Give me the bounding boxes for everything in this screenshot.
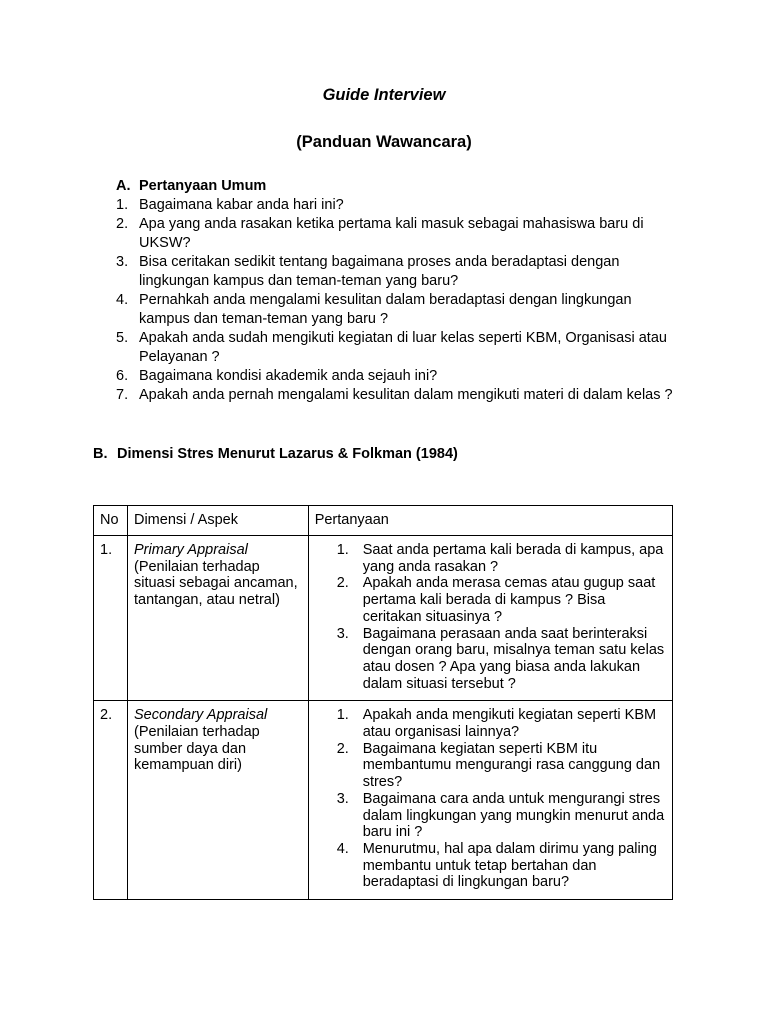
question-number: 1. (116, 197, 129, 213)
question-text: Apakah anda sudah mengikuti kegiatan di luar kelas seperti KBM, Organisasi atau Pelayanan ? (139, 330, 667, 365)
list-item (337, 626, 666, 693)
column-header-questions: Pertanyaan (308, 506, 672, 536)
aspect-description: (Penilaian terhadap sumber daya dan kemampuan diri) (133, 724, 260, 774)
list-item (337, 707, 666, 740)
questions-cell (308, 536, 672, 701)
section-b-title: Dimensi Stres Menurut Lazarus & Folkman (1984) (117, 446, 458, 462)
section-a-letter: A. (116, 178, 131, 194)
table-row (94, 701, 673, 900)
question-number: 2. (116, 216, 129, 232)
list-item (116, 196, 676, 215)
questions-cell (308, 701, 672, 900)
list-item (116, 367, 676, 386)
column-header-dimension: Dimensi / Aspek (127, 506, 308, 536)
question-text: Menurutmu, hal apa dalam dirimu yang paling membantu untuk tetap bertahan dan beradaptasi di lingkungan baru? (362, 840, 657, 891)
aspect-name: Primary Appraisal (133, 542, 248, 558)
dimension-question-list (315, 542, 666, 692)
question-number: 1. (336, 707, 349, 724)
question-number: 4. (116, 292, 129, 308)
list-item (337, 575, 666, 625)
section-b-letter: B. (93, 446, 108, 462)
document-title: Guide Interview (322, 86, 446, 104)
question-text: Bisa ceritakan sedikit tentang bagaimana proses anda beradaptasi dengan lingkungan kampus dan teman-teman yang baru? (139, 254, 620, 289)
section-a-heading (116, 177, 676, 196)
list-item (116, 253, 676, 291)
question-number: 6. (116, 368, 129, 384)
question-number: 3. (336, 625, 349, 642)
question-text: Apakah anda merasa cemas atau gugup saat pertama kali berada di kampus ? Bisa ceritakan situasinya ? (362, 575, 656, 625)
question-number: 2. (336, 575, 349, 592)
question-text: Bagaimana kabar anda hari ini? (139, 197, 344, 213)
question-text: Apakah anda pernah mengalami kesulitan dalam mengikuti materi di dalam kelas ? (139, 387, 673, 403)
section-a-title: Pertanyaan Umum (139, 178, 267, 194)
question-number: 7. (116, 387, 129, 403)
section-b-heading (93, 446, 458, 462)
stress-dimension-table (93, 505, 673, 900)
question-text: Bagaimana kondisi akademik anda sejauh ini? (139, 368, 438, 384)
question-text: Pernahkah anda mengalami kesulitan dalam beradaptasi dengan lingkungan kampus dan teman-teman yang baru ? (139, 292, 632, 327)
list-item (337, 741, 666, 791)
dimension-cell (127, 701, 308, 900)
row-number: 2. (94, 701, 128, 900)
column-header-no: No (94, 506, 128, 536)
general-question-list (116, 196, 676, 405)
question-number: 2. (336, 740, 349, 757)
question-text: Bagaimana kegiatan seperti KBM itu membantumu mengurangi rasa canggung dan stres? (362, 740, 661, 791)
document-subtitle: (Panduan Wawancara) (296, 133, 472, 151)
question-text: Saat anda pertama kali berada di kampus, apa yang anda rasakan ? (362, 542, 664, 575)
question-number: 3. (336, 790, 349, 807)
question-text: Apa yang anda rasakan ketika pertama kali masuk sebagai mahasiswa baru di UKSW? (139, 216, 644, 251)
dimension-cell (127, 536, 308, 701)
list-item (116, 329, 676, 367)
question-number: 5. (116, 330, 129, 346)
question-number: 4. (336, 840, 349, 857)
question-text: Bagaimana cara anda untuk mengurangi stres dalam lingkungan yang mungkin menurut anda baru ini ? (362, 790, 665, 841)
list-item (337, 791, 666, 841)
aspect-description: (Penilaian terhadap situasi sebagai ancaman, tantangan, atau netral) (133, 558, 298, 609)
question-number: 3. (116, 254, 129, 270)
list-item (337, 841, 666, 891)
question-number: 1. (336, 542, 349, 558)
section-a (116, 177, 676, 405)
row-number: 1. (94, 536, 128, 701)
aspect-name: Secondary Appraisal (133, 707, 268, 724)
list-item (116, 291, 676, 329)
question-text: Apakah anda mengikuti kegiatan seperti KBM atau organisasi lainnya? (362, 707, 657, 741)
question-text: Bagaimana perasaan anda saat berinteraksi dengan orang baru, misalnya teman satu kelas atau dosen ? Apa yang biasa anda lakukan dalam situasi tersebut ? (362, 625, 665, 692)
dimension-question-list (315, 707, 666, 891)
table-row (94, 536, 673, 701)
list-item (116, 386, 676, 405)
table-header-row (94, 506, 673, 536)
list-item (116, 215, 676, 253)
list-item (337, 542, 666, 575)
